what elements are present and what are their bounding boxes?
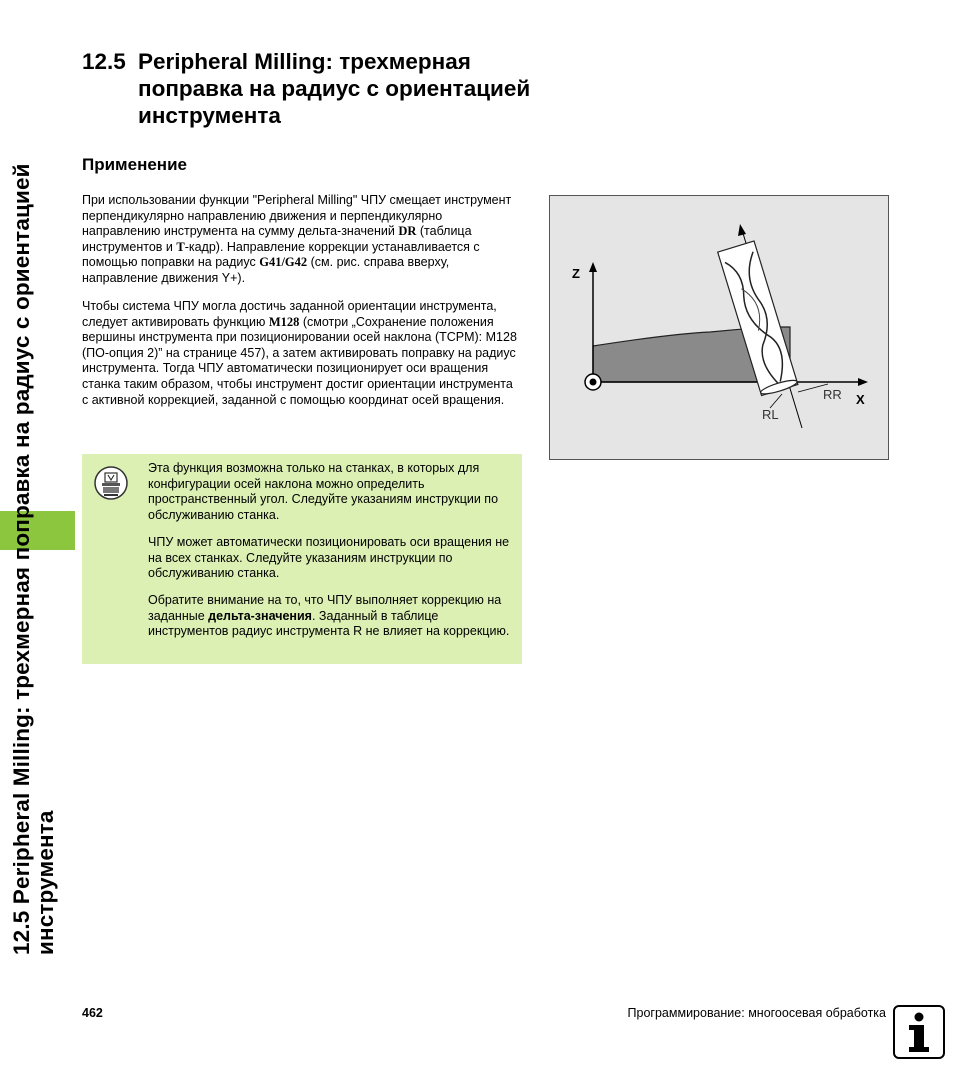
para2-m128: M128 [268,314,300,329]
para1-g41-g42: G41/G42 [259,255,308,270]
section-heading: Применение [82,155,187,174]
para1-text-2: (таблица инструментов и [82,224,472,254]
page-number: 462 [82,1006,103,1020]
rl-offset-line [770,394,782,408]
x-axis-label: X [856,392,865,407]
paragraph-application [82,193,522,287]
note-paragraph-1: Эта функция возможна только на станках, в которых для конфигурации осей наклона можно определить пространственный угол. Следуйте указаниям инструкции по обслуживанию станка. [148,461,499,522]
tool-axis-arrow [738,224,746,236]
note-p3-text-1: Обратите внимание на то, что ЧПУ выполняет коррекцию на заданные [148,593,502,623]
milling-diagram-svg [550,196,888,459]
side-title-line1: 12.5 Peripheral Milling: трехмерная поправка на радиус с ориентацией [9,163,34,955]
milling-diagram [549,195,889,460]
note-p3-bold: дельта-значения [208,608,312,623]
x-axis-arrow [858,378,868,386]
rr-label: RR [823,387,842,402]
z-axis-label: Z [572,266,580,281]
paragraph-m128 [82,299,522,408]
rl-label: RL [762,407,779,422]
para1-text-1: При использовании функции "Peripheral Milling" ЧПУ смещает инструмент перпендикулярно направлению движения и перпендикулярно направлению инструмента на сумму дельта-значений [82,193,512,239]
machine-note-box [82,454,522,664]
footer-chapter-title: Программирование: многоосевая обработка [627,1006,886,1020]
para2-text-1: Чтобы система ЧПУ могла достичь заданной ориентации инструмента, следует активировать функцию [82,299,497,329]
side-running-title [10,35,70,955]
para1-dr: DR [398,224,417,239]
chapter-title: Peripheral Milling: трехмерная поправка на радиус с ориентацией инструмента [138,49,531,128]
machine-icon [94,466,128,500]
info-icon [893,1005,945,1059]
side-title-line2: инструмента [33,810,58,955]
z-axis-arrow [589,262,597,272]
chapter-number: 12.5 [82,49,126,74]
chapter-heading [82,48,542,129]
note-p3-text-2: . Заданный в таблице инструментов радиус инструмента R не влияет на коррекцию. [148,608,510,639]
note-paragraph-2: ЧПУ может автоматически позиционировать оси вращения не на всех станках. Следуйте указаниям инструкции по обслуживанию станка. [148,535,510,581]
note-paragraph-3 [148,593,516,640]
para2-text-2: (смотри „Сохранение положения вершины инструмента при позиционировании осей наклона (TCPM): M128 (ПО-опция 2)” на странице 457), а затем активировать поправку на радиус инструмента. Тогда ЧПУ автоматически позиционирует оси вращения станка таким образом, чтобы инструмент достиг ориентации инструмента с активной коррекцией, заданной с помощью координат осей вращения. [82,314,517,407]
para1-text-4: (см. рис. справа вверху, направление движения Y+). [82,255,450,285]
info-glyph-svg [895,1007,943,1057]
para1-t: T [176,239,185,254]
para1-text-3: -кадр). Направление коррекции устанавливается с помощью поправки на радиус [82,239,480,270]
